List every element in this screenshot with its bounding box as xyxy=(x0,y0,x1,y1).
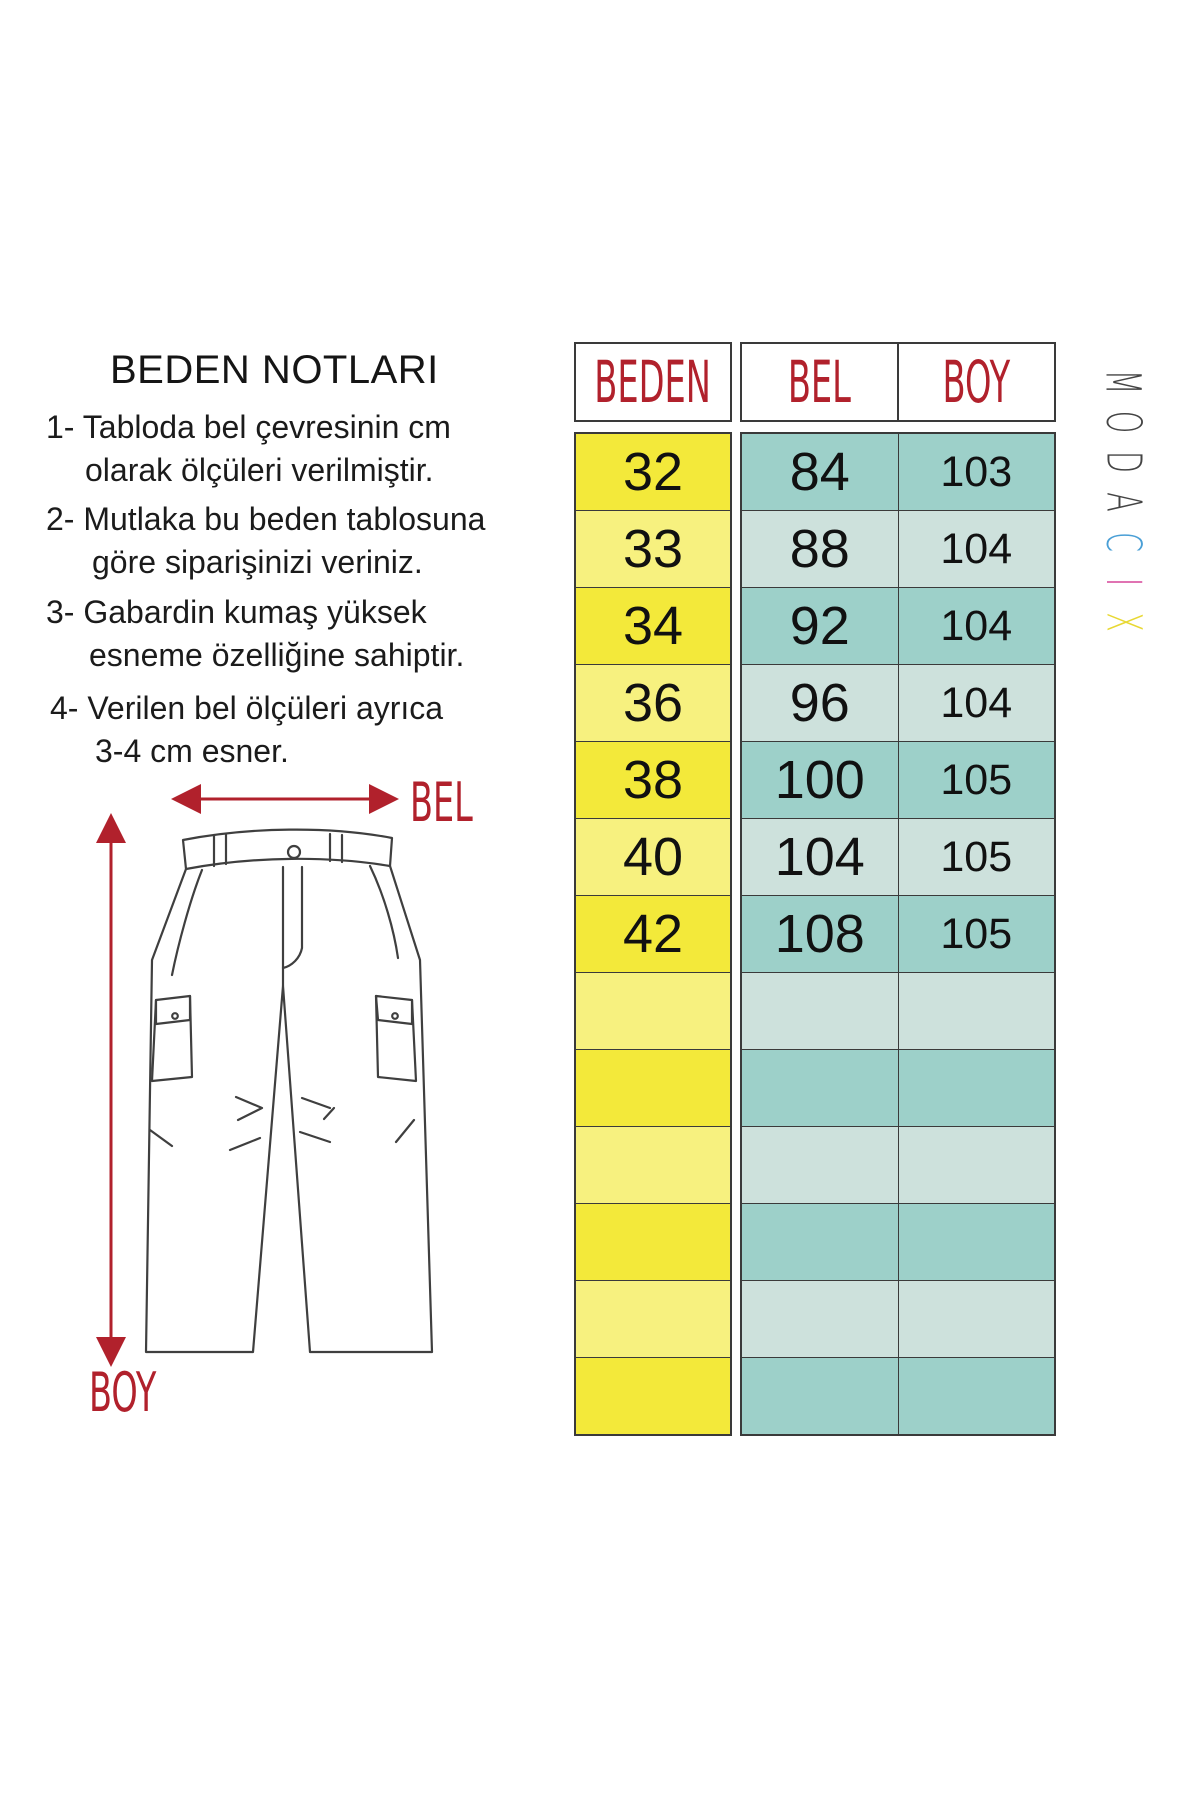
table-row xyxy=(576,1281,730,1358)
note-2-line-1: 2- Mutlaka bu beden tablosuna xyxy=(46,501,486,537)
logo-letter: I xyxy=(1095,577,1151,587)
table-row xyxy=(742,1050,1054,1127)
beden-cell: 34 xyxy=(622,596,684,656)
table-row xyxy=(742,1204,1054,1281)
logo-letter: C xyxy=(1094,531,1151,553)
beden-cell: 38 xyxy=(622,750,684,810)
header-bel-boy xyxy=(740,342,1056,422)
logo-letter: D xyxy=(1095,450,1151,474)
boy-cell: 104 xyxy=(898,665,1055,741)
pants-outline xyxy=(146,830,432,1352)
bel-cell xyxy=(742,1358,898,1434)
bel-cell xyxy=(742,1204,898,1280)
table-row xyxy=(576,434,730,511)
boy-label: BOY xyxy=(89,1361,157,1424)
beden-cell xyxy=(576,1358,730,1434)
bel-cell: 100 xyxy=(774,750,865,810)
header-beden xyxy=(574,342,732,422)
header-beden-text: BEDEN xyxy=(594,348,712,416)
table-row xyxy=(576,819,730,896)
beden-cell: 33 xyxy=(622,519,684,579)
bel-cell: 96 xyxy=(789,673,850,733)
beden-cell xyxy=(576,1050,730,1126)
note-3-line-2: esneme özelliğine sahiptir. xyxy=(89,637,465,673)
bel-cell: 104 xyxy=(774,827,865,887)
boy-cell: 105 xyxy=(898,742,1055,818)
table-row xyxy=(742,973,1054,1050)
bel-cell: 108 xyxy=(774,904,865,964)
table-row xyxy=(742,434,1054,511)
note-1 xyxy=(46,406,451,492)
brand-logo xyxy=(1093,362,1153,642)
table-row xyxy=(576,973,730,1050)
beden-cell: 32 xyxy=(622,442,684,502)
note-1-line-2: olarak ölçüleri verilmiştir. xyxy=(85,452,434,488)
table-row xyxy=(742,1127,1054,1204)
table-row xyxy=(576,1127,730,1204)
beden-cell xyxy=(576,973,730,1049)
boy-cell: 105 xyxy=(898,819,1055,895)
bel-cell xyxy=(742,1281,898,1357)
table-row xyxy=(742,742,1054,819)
bel-cell xyxy=(742,1127,898,1203)
boy-cell xyxy=(898,1050,1055,1126)
beden-column xyxy=(574,432,732,1436)
table-row xyxy=(742,588,1054,665)
beden-cell: 42 xyxy=(622,904,684,964)
note-4-line-1: 4- Verilen bel ölçüleri ayrıca xyxy=(50,690,444,726)
table-row xyxy=(742,1281,1054,1358)
table-row xyxy=(742,665,1054,742)
table-row xyxy=(576,896,730,973)
beden-cell xyxy=(576,1204,730,1280)
table-row xyxy=(576,511,730,588)
note-3-line-1: 3- Gabardin kumaş yüksek xyxy=(46,594,427,630)
header-boy-text: BOY xyxy=(942,348,1011,416)
notes-title: BEDEN NOTLARI xyxy=(110,348,439,392)
note-2 xyxy=(46,498,485,584)
boy-cell xyxy=(898,1204,1055,1280)
note-4-line-2: 3-4 cm esner. xyxy=(95,733,289,769)
boy-cell: 103 xyxy=(898,434,1055,510)
logo-letter: X xyxy=(1094,612,1151,632)
table-row xyxy=(576,665,730,742)
boy-cell: 104 xyxy=(898,588,1055,664)
logo-letter: A xyxy=(1095,492,1151,512)
bel-label: BEL xyxy=(410,771,473,834)
note-4 xyxy=(50,687,443,773)
bel-cell: 88 xyxy=(789,519,850,579)
note-2-line-2: göre siparişinizi veriniz. xyxy=(92,544,423,580)
note-1-line-1: 1- Tabloda bel çevresinin cm xyxy=(46,409,451,445)
beden-cell xyxy=(576,1281,730,1357)
note-3 xyxy=(46,591,464,677)
beden-cell: 40 xyxy=(622,827,684,887)
bel-cell xyxy=(742,973,898,1049)
bel-cell: 92 xyxy=(789,596,850,656)
table-row xyxy=(576,742,730,819)
table-row xyxy=(576,1204,730,1281)
table-row xyxy=(742,511,1054,588)
table-row xyxy=(742,1358,1054,1434)
bel-boy-columns xyxy=(740,432,1056,1436)
table-row xyxy=(576,1358,730,1434)
beden-cell xyxy=(576,1127,730,1203)
boy-cell xyxy=(898,973,1055,1049)
boy-cell xyxy=(898,1358,1055,1434)
table-row xyxy=(576,588,730,665)
table-row xyxy=(742,896,1054,973)
logo-letter: O xyxy=(1095,410,1151,434)
table-row xyxy=(742,819,1054,896)
boy-cell xyxy=(898,1127,1055,1203)
boy-cell xyxy=(898,1281,1055,1357)
beden-cell: 36 xyxy=(622,673,684,733)
header-bel-text: BEL xyxy=(787,348,852,416)
bel-cell xyxy=(742,1050,898,1126)
table-row xyxy=(576,1050,730,1127)
logo-letter: M xyxy=(1094,369,1151,395)
bel-cell: 84 xyxy=(789,442,850,502)
boy-cell: 104 xyxy=(898,511,1055,587)
boy-cell: 105 xyxy=(898,896,1055,972)
